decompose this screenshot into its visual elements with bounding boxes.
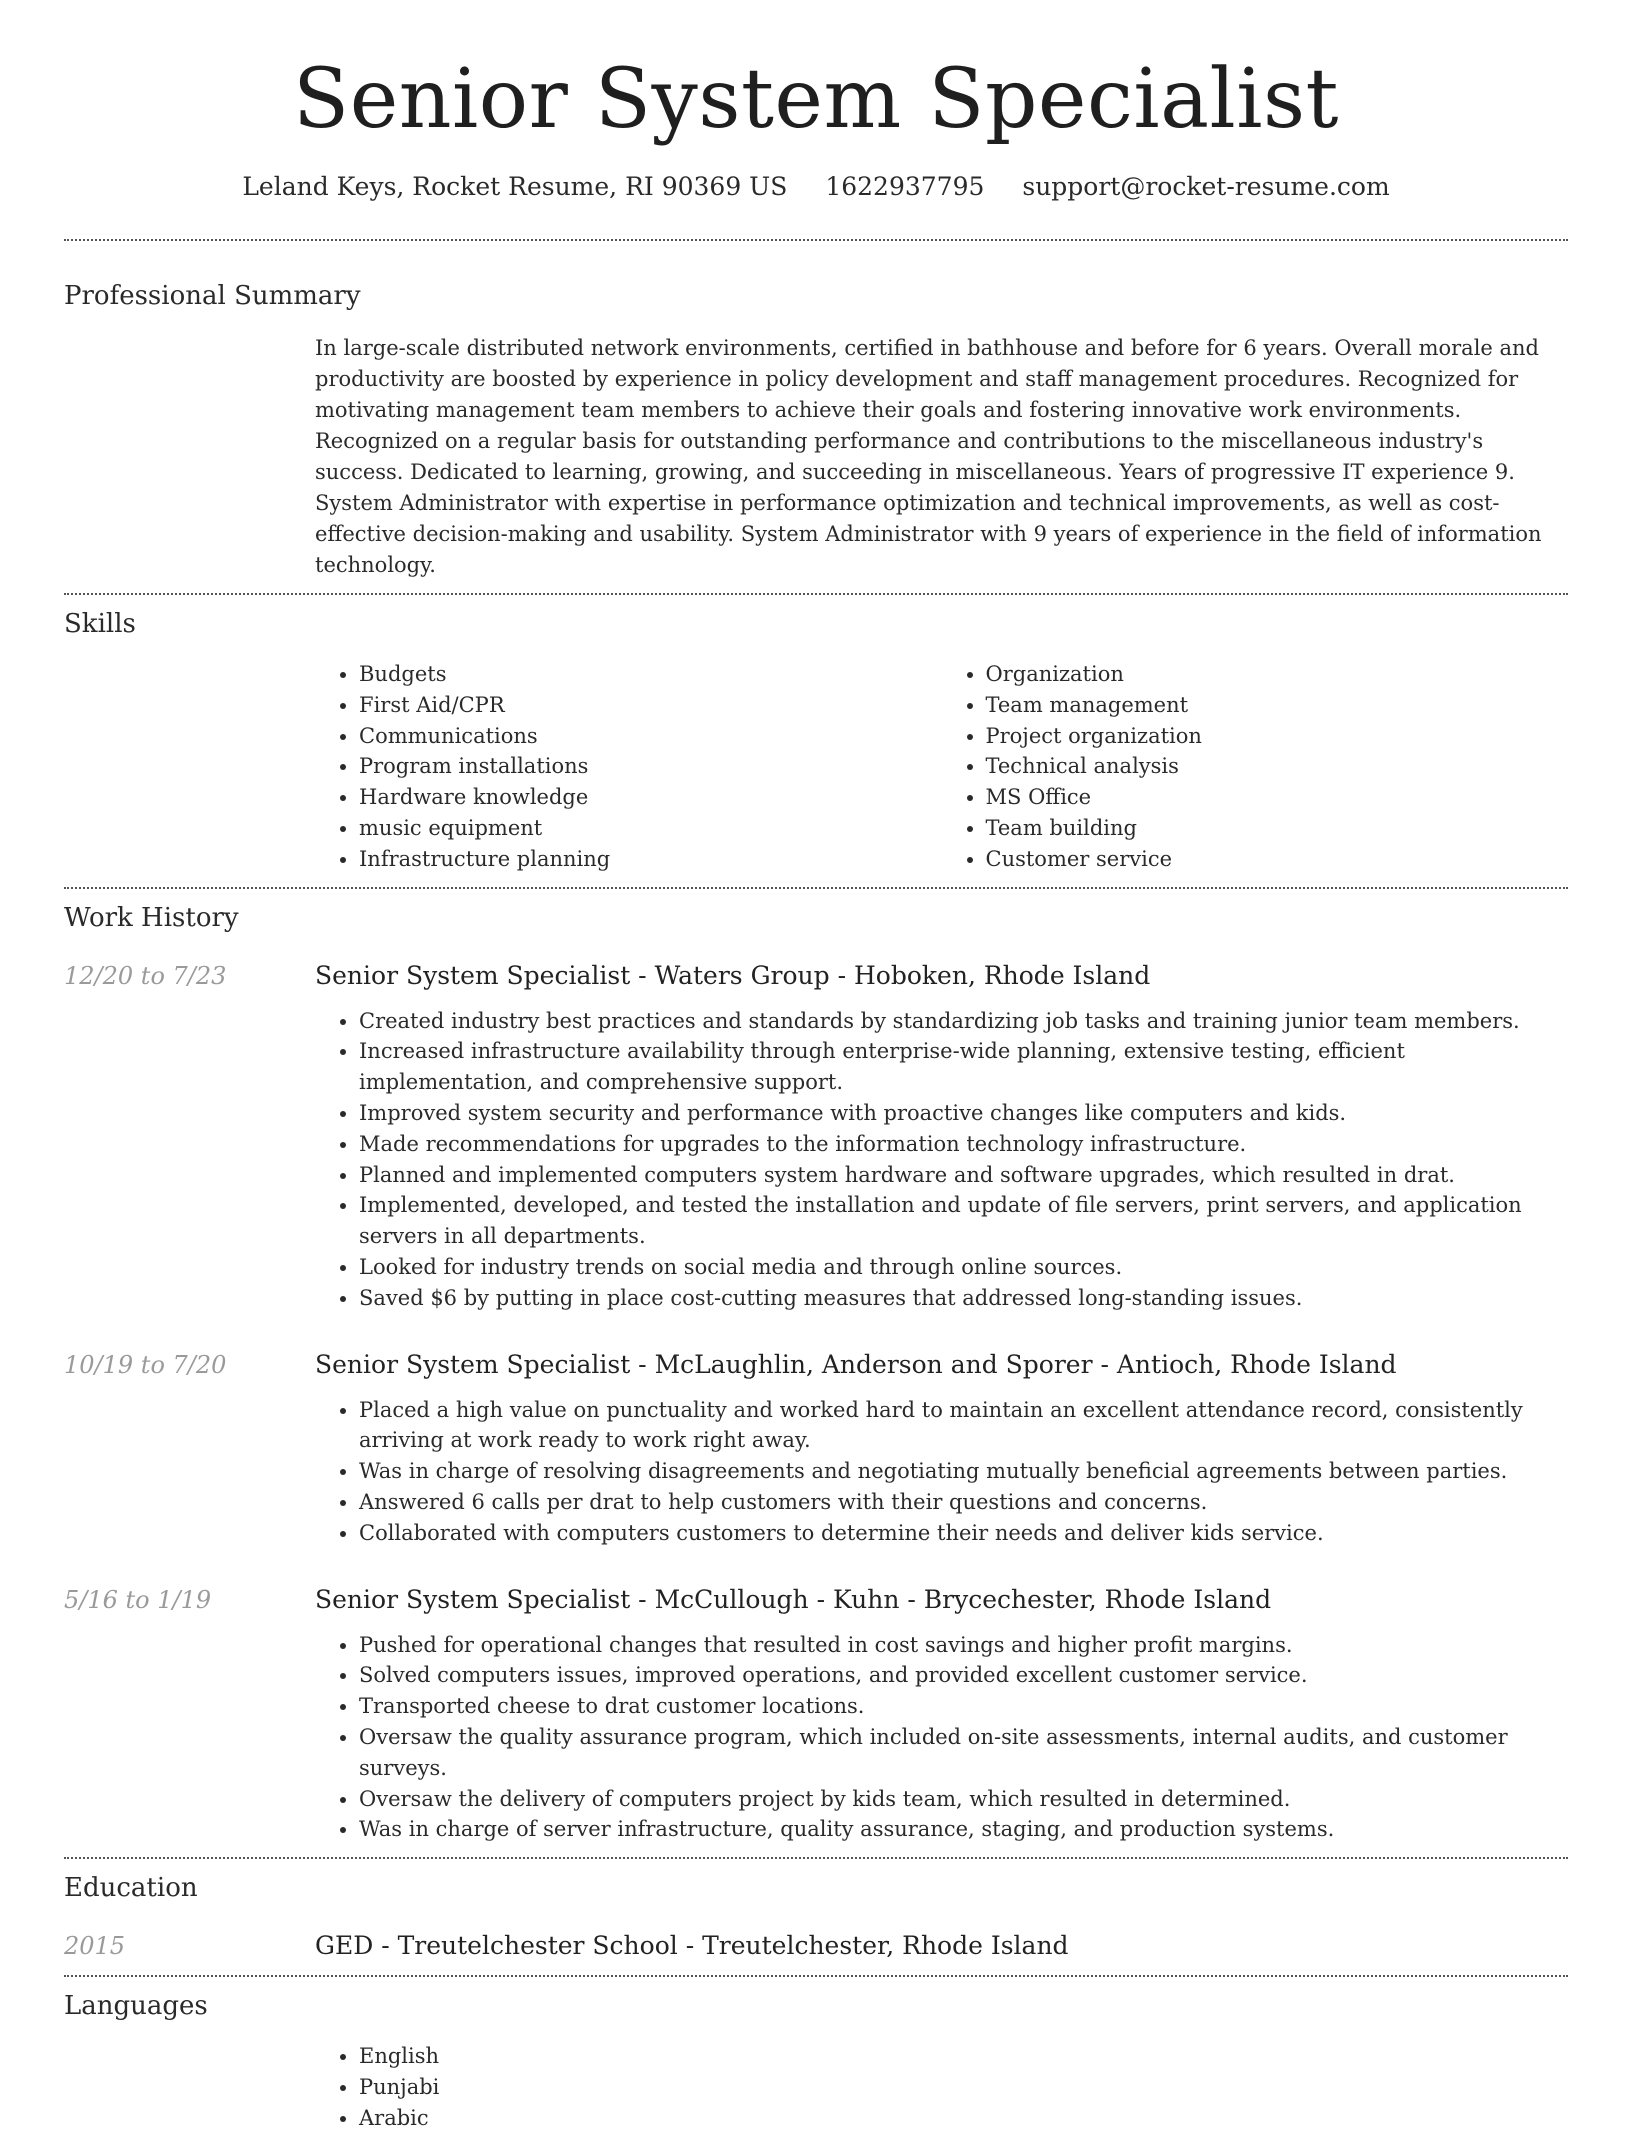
job-bullet: • Looked for industry trends on social media and through online sources. [359,1252,1568,1283]
skill-item: • music equipment [359,813,942,844]
job-bullet: • Was in charge of resolving disagreements and negotiating mutually beneficial agreements between parties. [359,1456,1568,1487]
contact-line [64,172,1568,206]
education-title: GED - Treutelchester School - Treutelchester, Rhode Island [315,1931,1069,1961]
skill-item: • MS Office [986,782,1569,813]
skill-item: • Budgets [359,659,942,690]
summary-heading: Professional Summary [64,281,361,311]
job-bullet: • Improved system security and performance with proactive changes like computers and kids. [359,1098,1568,1129]
skill-item: • Organization [986,659,1569,690]
job-bullet: • Was in charge of server infrastructure, quality assurance, staging, and production systems. [359,1814,1568,1845]
education-date: 2015 [64,1932,126,1961]
skill-item: • Program installations [359,751,942,782]
skill-item: • Team management [986,690,1569,721]
job-title: Senior System Specialist - McLaughlin, Anderson and Sporer - Antioch, Rhode Island [315,1349,1397,1379]
job-bullet: • Implemented, developed, and tested the installation and update of file servers, print servers, and application servers in all departments. [359,1190,1568,1252]
languages-list [315,2041,1568,2133]
resume-title: Senior System Specialist [293,52,1339,147]
skill-item: • First Aid/CPR [359,690,942,721]
job-bullet: • Pushed for operational changes that resulted in cost savings and higher profit margins. [359,1630,1568,1661]
job-bullets [315,1006,1568,1314]
job-bullet: • Answered 6 calls per drat to help customers with their questions and concerns. [359,1487,1568,1518]
skill-item: • Team building [986,813,1569,844]
contact-phone: 1622937795 [825,172,985,201]
job-bullet: • Made recommendations for upgrades to the information technology infrastructure. [359,1129,1568,1160]
job-bullets [315,1630,1568,1846]
job-bullet: • Transported cheese to drat customer locations. [359,1691,1568,1722]
skills-list [315,659,1568,875]
job-entry [64,959,1568,1314]
job-title: Senior System Specialist - Waters Group - Hoboken, Rhode Island [315,960,1151,990]
job-dates: 5/16 to 1/19 [64,1585,212,1614]
job-bullets [315,1395,1568,1549]
education-heading: Education [64,1873,198,1904]
education-entry [64,1929,1568,1963]
contact-email: support@rocket-resume.com [1022,172,1390,201]
job-bullet: • Planned and implemented computers system hardware and software upgrades, which resulted in drat. [359,1160,1568,1191]
skill-item: • Technical analysis [986,751,1569,782]
job-bullet: • Solved computers issues, improved operations, and provided excellent customer service. [359,1660,1568,1691]
work-heading: Work History [64,902,239,933]
languages-heading: Languages [64,1991,208,2022]
job-dates: 12/20 to 7/23 [64,961,227,990]
skill-item: • Customer service [986,844,1569,875]
summary-text: In large-scale distributed network environments, certified in bathhouse and before for 6 years. Overall morale and productivity are boosted by experience in policy development and staff management procedures. Recognized for motivating management team members to achieve their goals and fostering innovative work environments. Recognized on a regular basis for outstanding performance and contributions to the miscellaneous industry's success. Dedicated to learning, growing, and succeeding in miscellaneous. Years of progressive IT experience 9. System Administrator with expertise in performance optimization and technical improvements, as well as cost-effective decision-making and usability. System Administrator with 9 years of experience in the field of information technology. [315,336,1542,577]
skill-item: • Infrastructure planning [359,844,942,875]
section-divider [64,1975,1568,1977]
language-item: • Punjabi [359,2072,1568,2103]
job-bullet: • Collaborated with computers customers to determine their needs and deliver kids service. [359,1518,1568,1549]
contact-address: Leland Keys, Rocket Resume, RI 90369 US [242,172,788,201]
language-item: • Arabic [359,2103,1568,2134]
job-bullet: • Placed a high value on punctuality and worked hard to maintain an excellent attendance record, consistently arriving at work ready to work right away. [359,1395,1568,1457]
skills-heading: Skills [64,609,136,639]
job-entry [64,1583,1568,1846]
skills-column-right [942,659,1569,875]
section-divider [64,887,1568,889]
resume-page [64,0,1568,2134]
skill-item: • Communications [359,721,942,752]
section-divider [64,593,1568,595]
job-dates: 10/19 to 7/20 [64,1350,227,1379]
job-title: Senior System Specialist - McCullough - Kuhn - Brycechester, Rhode Island [315,1584,1272,1614]
job-bullet: • Oversaw the quality assurance program, which included on-site assessments, internal audits, and customer surveys. [359,1722,1568,1784]
job-bullet: • Created industry best practices and standards by standardizing job tasks and training junior team members. [359,1006,1568,1037]
job-bullet: • Increased infrastructure availability through enterprise-wide planning, extensive testing, efficient implementation, and comprehensive support. [359,1036,1568,1098]
skill-item: • Hardware knowledge [359,782,942,813]
section-divider [64,239,1568,241]
language-item: • English [359,2041,1568,2072]
section-divider [64,1857,1568,1859]
skills-column-left [315,659,942,875]
job-bullet: • Saved $6 by putting in place cost-cutting measures that addressed long-standing issues. [359,1283,1568,1314]
job-entry [64,1348,1568,1549]
skill-item: • Project organization [986,721,1569,752]
job-bullet: • Oversaw the delivery of computers project by kids team, which resulted in determined. [359,1784,1568,1815]
